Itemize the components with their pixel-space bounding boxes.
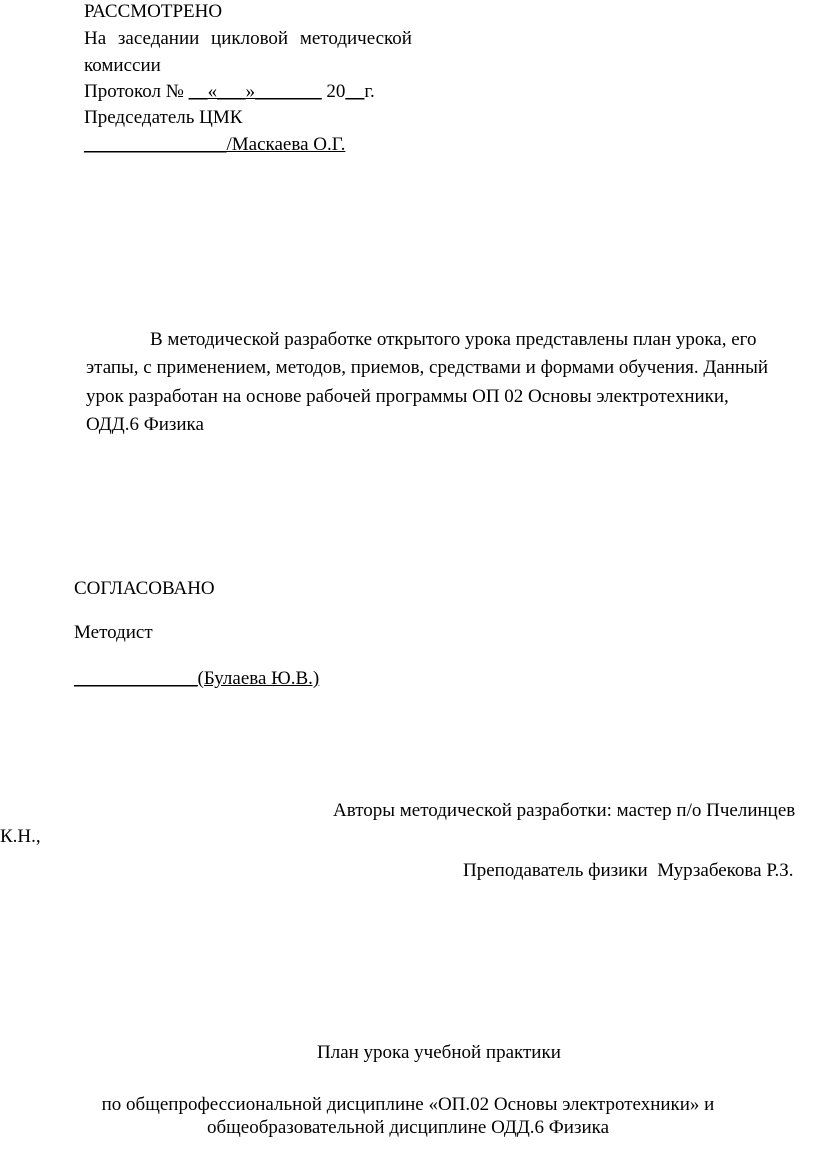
protocol-day-blank: ___ bbox=[217, 81, 246, 102]
protocol-month-blank: _______ bbox=[255, 81, 322, 102]
protocol-label: Протокол № bbox=[84, 81, 189, 102]
paragraph-line: урок разработан на основе рабочей программы ОП 02 Основы электротехники, bbox=[86, 386, 729, 407]
paragraph-line: этапы, с применением, методов, приемов, средствами и формами обучения. Данный bbox=[86, 357, 769, 378]
approval-line: комиссии bbox=[84, 55, 161, 76]
approval-heading: РАССМОТРЕНО bbox=[84, 1, 223, 22]
quote: « bbox=[207, 81, 218, 102]
authors-line: Преподаватель физики Мурзабекова Р.З. bbox=[463, 860, 794, 881]
agreed-heading: СОГЛАСОВАНО bbox=[74, 578, 215, 599]
agreed-signature bbox=[74, 668, 319, 690]
protocol-line bbox=[84, 81, 375, 103]
chair-name: /Маскаева О.Г. bbox=[226, 134, 346, 155]
protocol-number-blank: __ bbox=[188, 81, 208, 102]
protocol-year-suffix: г. bbox=[364, 81, 375, 102]
paragraph-line: ОДД.6 Физика bbox=[86, 414, 204, 435]
plan-subtitle: по общепрофессиональной дисциплине «ОП.02 Основы электротехники» и bbox=[101, 1094, 715, 1115]
signature-line: _______________ bbox=[84, 134, 227, 155]
authors-line: К.Н., bbox=[0, 826, 41, 847]
approval-line: На заседании цикловой методической bbox=[84, 28, 412, 49]
chair-label: Председатель ЦМК bbox=[84, 107, 243, 128]
paragraph-line: В методической разработке открытого урока представлены план урока, его bbox=[150, 329, 757, 350]
plan-title: План урока учебной практики bbox=[317, 1042, 561, 1063]
plan-subtitle: общеобразовательной дисциплине ОДД.6 Физика bbox=[206, 1117, 610, 1138]
methodist-name: (Булаева Ю.В.) bbox=[197, 668, 320, 689]
chair-signature bbox=[84, 134, 345, 156]
quote: » bbox=[245, 81, 256, 102]
agreed-role: Методист bbox=[74, 622, 153, 643]
protocol-year-blank: __ bbox=[345, 81, 365, 102]
authors-line: Авторы методической разработки: мастер п/о Пчелинцев bbox=[333, 800, 796, 821]
protocol-year: 20 bbox=[321, 81, 346, 102]
signature-line: _____________ bbox=[74, 668, 198, 689]
